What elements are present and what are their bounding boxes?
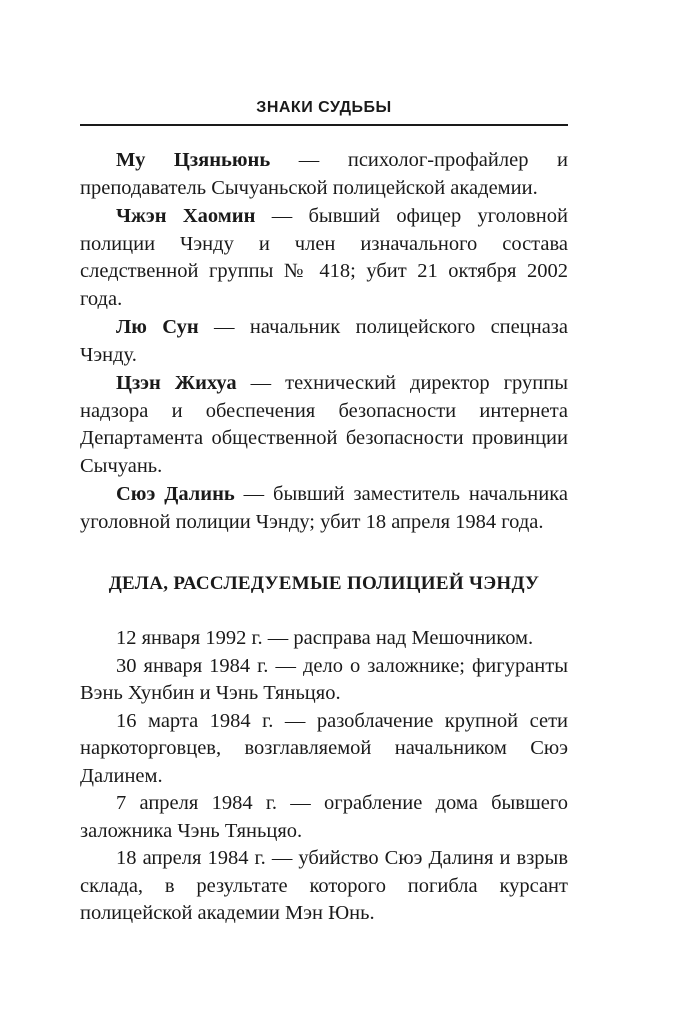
character-name: Лю Сун xyxy=(116,316,199,338)
header-rule xyxy=(80,124,568,126)
character-description: — бывший офицер уголовной полиции Чэнду и член изначального состава следственной группы № 418; убит 21 октября 2002 года. xyxy=(80,205,568,310)
character-name: Чжэн Хаомин xyxy=(116,205,256,227)
character-name: Сюэ Далинь xyxy=(116,483,235,505)
running-header: ЗНАКИ СУДЬБЫ xyxy=(256,99,392,116)
character-description: — начальник полицейского спецназа Чэнду. xyxy=(80,316,568,366)
character-entry xyxy=(80,147,568,202)
character-name: Цзэн Жихуа xyxy=(116,372,237,394)
character-entry xyxy=(80,314,568,369)
case-entry: 30 января 1984 г. — дело о заложнике; фигуранты Вэнь Хунбин и Чэнь Тяньцяо. xyxy=(80,654,568,704)
case-list xyxy=(80,625,568,928)
character-description: — психолог-профайлер и преподаватель Сычуаньской полицейской академии. xyxy=(80,149,569,199)
character-description: — технический директор группы надзора и обеспечения безопасности интернета Департамента общественной безопасности провинции Сычуань. xyxy=(80,372,568,477)
character-entry xyxy=(80,481,568,536)
case-entry: 18 апреля 1984 г. — убийство Сюэ Далиня и взрыв склада, в результате которого погибла курсант полицейской академии Мэн Юнь. xyxy=(80,847,568,924)
section-title: ДЕЛА, РАССЛЕДУЕМЫЕ ПОЛИЦИЕЙ ЧЭНДУ xyxy=(108,573,540,594)
case-entry: 16 марта 1984 г. — разоблачение крупной сети наркоторговцев, возглавляемой начальником Сюэ Далинем. xyxy=(80,709,568,787)
case-entry: 12 января 1992 г. — расправа над Мешочником. xyxy=(116,627,534,649)
character-description: — бывший заместитель начальника уголовной полиции Чэнду; убит 18 апреля 1984 года. xyxy=(80,483,568,533)
character-name: Му Цзяньюнь xyxy=(116,149,271,171)
case-entry: 7 апреля 1984 г. — ограбление дома бывшего заложника Чэнь Тяньцяо. xyxy=(80,792,568,842)
character-entry xyxy=(80,203,568,313)
character-entry xyxy=(80,370,568,480)
character-list xyxy=(80,147,568,536)
page-body xyxy=(80,147,568,928)
